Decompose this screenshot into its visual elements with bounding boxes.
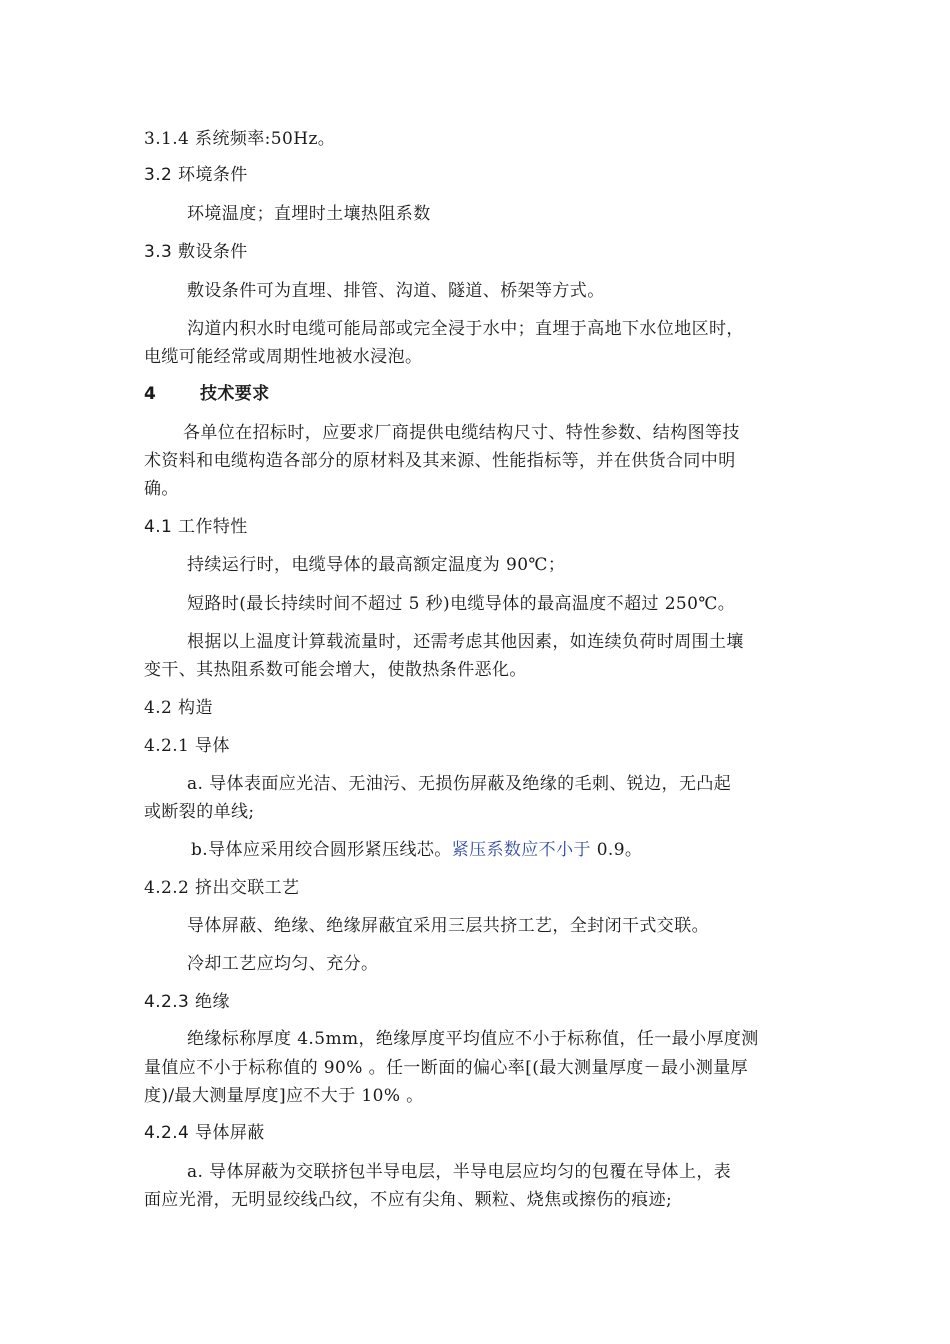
heading-4-2-4: 4.2.4 导体屏蔽	[144, 1123, 265, 1143]
heading-4-number: 4	[144, 384, 157, 404]
item-a-shield-line-1: a. 导体屏蔽为交联挤包半导电层，半导电层应均匀的包覆在导体上，表	[187, 1162, 732, 1182]
paragraph-insulation-line-3: 度)/最大测量厚度]应不大于 10% 。	[144, 1086, 424, 1106]
heading-4-2: 4.2 构造	[144, 698, 213, 718]
paragraph-ampacity-line-1: 根据以上温度计算载流量时，还需考虑其他因素，如连续负荷时周围土壤	[187, 632, 744, 652]
paragraph-cooling: 冷却工艺应均匀、充分。	[187, 954, 379, 974]
paragraph-env-temperature: 环境温度；直埋时土壤热阻系数	[187, 204, 431, 224]
heading-3-2: 3.2 环境条件	[144, 165, 248, 185]
heading-4-title: 技术要求	[200, 384, 270, 404]
paragraph-coextrusion: 导体屏蔽、绝缘、绝缘屏蔽宜采用三层共挤工艺，全封闭干式交联。	[187, 916, 709, 936]
paragraph-water-line-1: 沟道内积水时电缆可能局部或完全浸于水中；直埋于高地下水位地区时，	[187, 319, 744, 339]
paragraph-tender-line-1: 各单位在招标时，应要求厂商提供电缆结构尺寸、特性参数、结构图等技	[183, 423, 740, 443]
item-b-highlight: 紧压系数应不小于	[451, 840, 591, 860]
paragraph-ampacity-line-2: 变干、其热阻系数可能会增大，使散热条件恶化。	[144, 660, 527, 680]
heading-4-1: 4.1 工作特性	[144, 517, 248, 537]
heading-4	[144, 382, 270, 406]
paragraph-tender-line-2: 术资料和电缆构造各部分的原材料及其来源、性能指标等，并在供货合同中明	[144, 451, 736, 471]
heading-3-3: 3.3 敷设条件	[144, 242, 248, 262]
paragraph-laying-methods: 敷设条件可为直埋、排管、沟道、隧道、桥架等方式。	[187, 281, 605, 301]
paragraph-tender-line-3: 确。	[144, 479, 179, 499]
paragraph-short-circuit: 短路时(最长持续时间不超过 5 秒)电缆导体的最高温度不超过 250℃。	[187, 594, 736, 614]
item-a-conductor-line-2: 或断裂的单线;	[144, 802, 255, 822]
item-a-shield-line-2: 面应光滑，无明显绞线凸纹，不应有尖角、颗粒、烧焦或擦伤的痕迹;	[144, 1190, 673, 1210]
paragraph-insulation-line-2: 量值应不小于标称值的 90% 。任一断面的偏心率[(最大测量厚度－最小测量厚	[144, 1058, 749, 1078]
item-a-conductor-line-1: a. 导体表面应光洁、无油污、无损伤屏蔽及绝缘的毛刺、锐边，无凸起	[187, 774, 732, 794]
item-b-text: b.导体应采用绞合圆形紧压线芯。	[191, 840, 452, 860]
item-b-value: 0.9。	[590, 840, 643, 860]
paragraph-insulation-line-1: 绝缘标称厚度 4.5mm，绝缘厚度平均值应不小于标称值，任一最小厚度测	[187, 1029, 759, 1049]
paragraph-water-line-2: 电缆可能经常或周期性地被水浸泡。	[144, 347, 423, 367]
item-b-conductor	[191, 838, 642, 862]
heading-4-2-3: 4.2.3 绝缘	[144, 992, 230, 1012]
paragraph-rated-temperature: 持续运行时，电缆导体的最高额定温度为 90℃；	[187, 555, 566, 575]
clause-3-1-4: 3.1.4 系统频率:50Hz。	[144, 129, 336, 149]
heading-4-2-1: 4.2.1 导体	[144, 736, 230, 756]
heading-4-2-2: 4.2.2 挤出交联工艺	[144, 878, 300, 898]
